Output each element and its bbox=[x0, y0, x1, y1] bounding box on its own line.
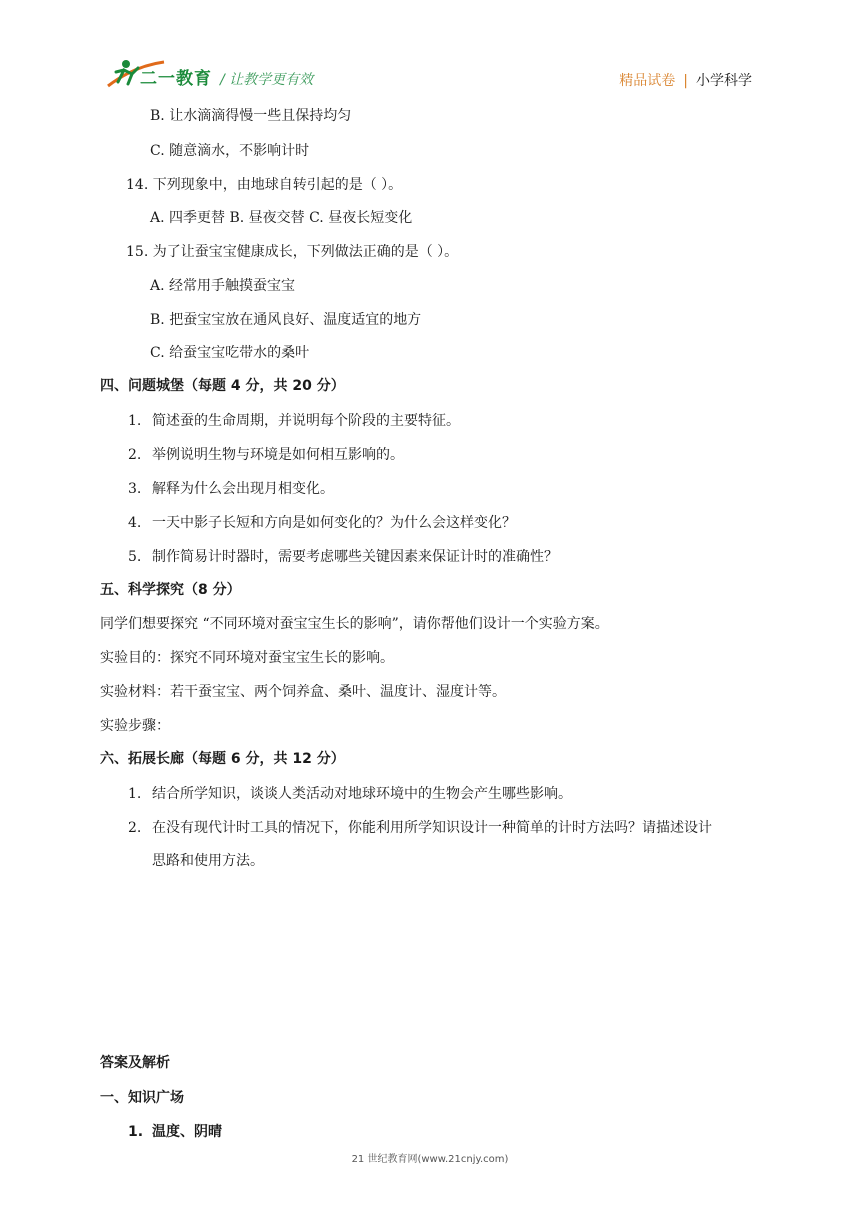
header-tag bbox=[619, 70, 752, 90]
section5-purpose: 实验目的：探究不同环境对蚕宝宝生长的影响。 bbox=[100, 650, 394, 666]
q14-stem: 14. 下列现象中，由地球自转引起的是（ ）。 bbox=[126, 177, 403, 193]
section5-title: 五、科学探究（8 分） bbox=[100, 582, 241, 598]
section4-item bbox=[128, 547, 558, 567]
item-text: 制作简易计时器时，需要考虑哪些关键因素来保证计时的准确性？ bbox=[152, 549, 558, 565]
item-number: 2. bbox=[128, 447, 142, 463]
item-number: 2. bbox=[128, 820, 142, 836]
answer-item bbox=[128, 1122, 222, 1142]
section4-item bbox=[128, 479, 334, 499]
answers-title: 答案及解析 bbox=[100, 1055, 170, 1071]
subject: 小学科学 bbox=[696, 73, 752, 89]
answers-section1: 一、知识广场 bbox=[100, 1090, 184, 1106]
section5-intro: 同学们想要探究 “不同环境对蚕宝宝生长的影响”，请你帮他们设计一个实验方案。 bbox=[100, 616, 609, 632]
section6-item bbox=[128, 818, 712, 838]
item-text: 一天中影子长短和方向是如何变化的？为什么会这样变化？ bbox=[152, 515, 516, 531]
q15-option-b: B. 把蚕宝宝放在通风良好、温度适宜的地方 bbox=[150, 312, 422, 328]
item-number: 5. bbox=[128, 549, 142, 565]
item-number: 1. bbox=[128, 1124, 144, 1140]
section5-steps: 实验步骤： bbox=[100, 718, 170, 734]
section6-item2-continuation: 思路和使用方法。 bbox=[152, 853, 264, 869]
section4-title: 四、问题城堡（每题 4 分，共 20 分） bbox=[100, 378, 345, 394]
q15-option-a: A. 经常用手触摸蚕宝宝 bbox=[150, 278, 296, 294]
header-separator: | bbox=[683, 73, 688, 89]
page-footer: 21 世纪教育网(www.21cnjy.com) bbox=[351, 1154, 509, 1165]
item-number: 3. bbox=[128, 481, 142, 497]
item-number: 4. bbox=[128, 515, 142, 531]
item-text: 温度、阴晴 bbox=[152, 1124, 222, 1140]
section6-item bbox=[128, 784, 572, 804]
item-number: 1. bbox=[128, 413, 142, 429]
section4-item bbox=[128, 513, 516, 533]
item-text: 解释为什么会出现月相变化。 bbox=[152, 481, 334, 497]
item-number: 1. bbox=[128, 786, 142, 802]
item-text: 结合所学知识，谈谈人类活动对地球环境中的生物会产生哪些影响。 bbox=[152, 786, 572, 802]
paper-type: 精品试卷 bbox=[619, 73, 676, 89]
item-text: 举例说明生物与环境是如何相互影响的。 bbox=[152, 447, 404, 463]
item-text: 在没有现代计时工具的情况下，你能利用所学知识设计一种简单的计时方法吗？请描述设计 bbox=[152, 820, 712, 836]
item-text: 简述蚕的生命周期，并说明每个阶段的主要特征。 bbox=[152, 413, 460, 429]
page-header bbox=[0, 0, 860, 100]
slogan: / 让教学更有效 bbox=[220, 72, 314, 88]
section5-materials: 实验材料：若干蚕宝宝、两个饲养盒、桑叶、温度计、湿度计等。 bbox=[100, 684, 506, 700]
logo-text: 二一教育 bbox=[140, 69, 212, 89]
section4-item bbox=[128, 445, 404, 465]
section6-title: 六、拓展长廊（每题 6 分，共 12 分） bbox=[100, 751, 345, 767]
q13-option-b: B. 让水滴滴得慢一些且保持均匀 bbox=[150, 108, 352, 124]
q13-option-c: C. 随意滴水，不影响计时 bbox=[150, 143, 310, 159]
q15-option-c: C. 给蚕宝宝吃带水的桑叶 bbox=[150, 345, 310, 361]
q15-stem: 15. 为了让蚕宝宝健康成长，下列做法正确的是（ ）。 bbox=[126, 244, 459, 260]
q14-options: A. 四季更替 B. 昼夜交替 C. 昼夜长短变化 bbox=[150, 210, 413, 226]
section4-item bbox=[128, 411, 460, 431]
